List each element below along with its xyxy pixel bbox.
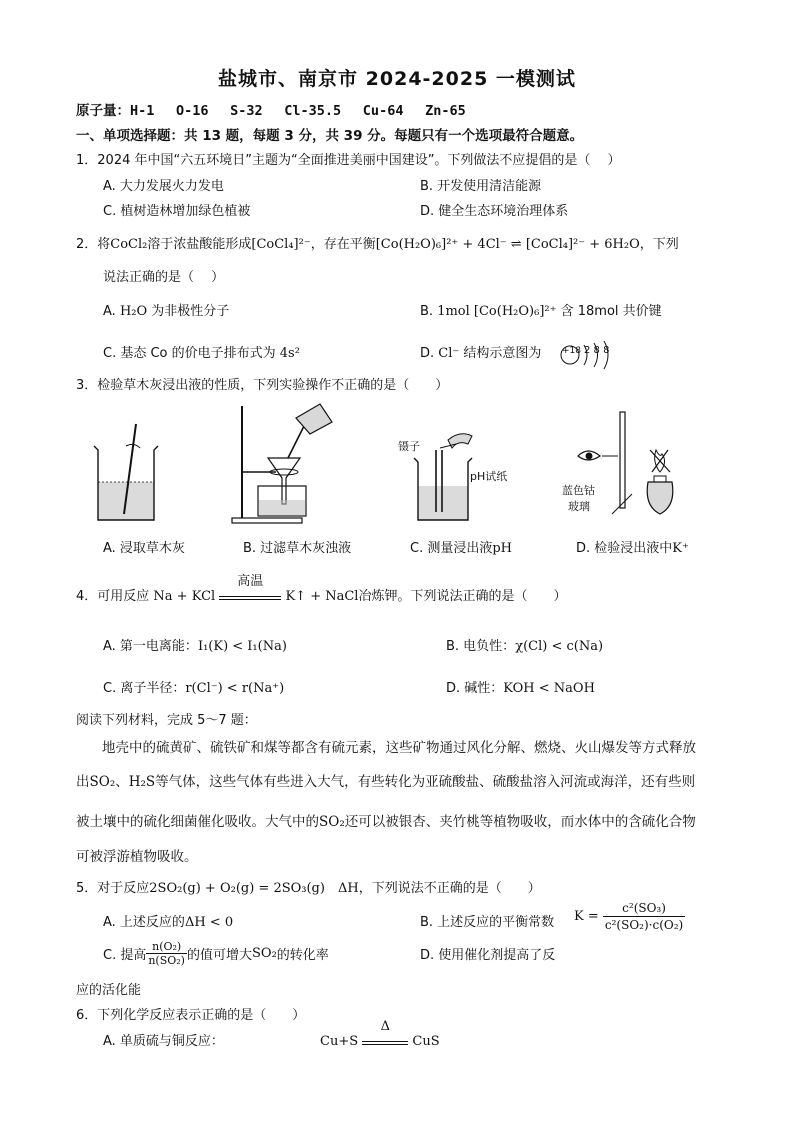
label-cobalt-glass-1: 蓝色钴	[562, 484, 595, 497]
figure-b-filtration-setup	[228, 400, 338, 525]
q2-option-c	[103, 345, 300, 363]
q1-option-d: D. 健全生态环境治理体系	[420, 204, 569, 219]
figure-d-flame-test	[572, 410, 692, 525]
q5-stem-post: ，下列说法不正确的是（ ）	[358, 881, 541, 896]
q2-b-formula: 1mol [Co(H₂O)₆]²⁺	[437, 304, 557, 319]
q5-a-formula: ΔH < 0	[184, 915, 234, 930]
q2-d-text: 结构示意图为	[463, 346, 542, 361]
q2-cocl2: CoCl₂	[110, 237, 148, 252]
q4-option-d	[446, 680, 595, 698]
cl-nucleus-charge: +18	[562, 346, 581, 356]
q6-a-equation	[320, 1019, 440, 1051]
q5-b-numerator: c²(SO₃)	[603, 900, 685, 917]
page-title: 盐城市、南京市 2024-2025 一模测试	[218, 68, 576, 90]
q3-c-formula: pH	[492, 541, 513, 556]
q5-a-text: A. 上述反应的	[103, 915, 185, 930]
q1-option-a: A. 大力发展火力发电	[103, 179, 224, 194]
section-heading: 一、单项选择题：共 13 题，每题 3 分，共 39 分。每题只有一个选项最符合题意。	[76, 128, 584, 144]
q2-stem-d: ，下列	[639, 237, 679, 252]
q5-c-pre: C. 提高	[103, 948, 147, 963]
q5-b-fraction	[603, 900, 685, 933]
q4-a-formula: I₁(K) < I₁(Na)	[197, 639, 287, 654]
q4-c-text: C. 离子半径：	[103, 681, 186, 696]
q3-option-a: A. 浸取草木灰	[103, 541, 185, 556]
q5-stem-pre: 5．对于反应	[76, 881, 150, 896]
q5-c-fraction	[146, 940, 187, 967]
q5-option-d: D. 使用催化剂提高了反	[420, 948, 556, 963]
q4-a-text: A. 第一电离能：	[103, 639, 198, 654]
q2-option-b	[420, 303, 662, 321]
q5-c-denominator: n(SO₂)	[148, 954, 185, 967]
q2-option-a	[103, 303, 229, 321]
q6-a-reactants: Cu+S	[320, 1034, 359, 1049]
q4-products: K↑ + NaCl	[285, 589, 359, 604]
q5-option-d-cont: 应的活化能	[76, 983, 142, 998]
q3-option-c	[410, 537, 512, 556]
q4-d-formula: KOH < NaOH	[503, 681, 595, 696]
reading-line-2	[76, 773, 720, 791]
reading-line-4: 可被浮游植物吸收。	[76, 849, 198, 865]
reading-line-2-a: 出	[76, 774, 90, 790]
q3-d-formula: K⁺	[672, 541, 689, 556]
q3-c-text: C. 测量浸出液	[410, 541, 493, 556]
q4-option-b	[446, 638, 603, 656]
q4-stem	[76, 574, 567, 606]
reading-line-3-a: 被土壤中的硫化细菌催化吸收。大气中的	[76, 814, 319, 830]
q2-stem-a: 2．将	[76, 237, 111, 252]
q2-b-label: B.	[420, 304, 434, 319]
q5-b-equilibrium-constant	[574, 900, 685, 933]
q1-option-b: B. 开发使用清洁能源	[420, 179, 542, 194]
q2-d-label: D.	[420, 346, 435, 361]
q2-b-text: 含 18mol 共价键	[560, 304, 662, 319]
q5-option-a	[103, 914, 233, 932]
q2-a-formula: H₂O	[119, 304, 148, 319]
q2-d-formula: Cl⁻	[438, 346, 460, 361]
q2-a-label: A.	[103, 304, 116, 319]
q2-equilibrium: [Co(H₂O)₆]²⁺ + 4Cl⁻ ⇌ [CoCl₄]²⁻ + 6H₂O	[375, 237, 640, 252]
q2-c-formula: 4s²	[279, 346, 300, 361]
q5-b-denominator: c²(SO₂)·c(O₂)	[604, 918, 684, 932]
q6-option-a: A. 单质硫与铜反应：	[103, 1034, 224, 1049]
reading-line-3	[76, 813, 720, 831]
q1-stem: 1．2024 年中国“六五环境日”主题为“全面推进美丽中国建设”。下列做法不应提倡的是（ ）	[76, 153, 621, 168]
q5-option-b	[420, 914, 554, 932]
q5-reaction: 2SO₂(g) + O₂(g) = 2SO₃(g) ΔH	[149, 881, 359, 896]
q2-c-text: C. 基态 Co 的价电子排布式为	[103, 346, 276, 361]
q6-a-equals-sign	[362, 1019, 408, 1045]
q4-c-formula: r(Cl⁻) < r(Na⁺)	[185, 681, 285, 696]
atomic-masses: 原子量：H-1 O-16 S-32 Cl-35.5 Cu-64 Zn-65	[76, 103, 466, 119]
q3-stem: 3．检验草木灰浸出液的性质，下列实验操作不正确的是（ ）	[76, 378, 449, 393]
q4-num: 4．可用反应	[76, 589, 150, 604]
q4-d-text: D. 碱性：	[446, 681, 504, 696]
q5-b-k: K =	[574, 909, 599, 924]
label-ph-paper: pH试纸	[470, 470, 508, 483]
q4-condition: 高温	[237, 574, 264, 589]
q2-stem-b: 溶于浓盐酸能形成	[147, 237, 252, 252]
q4-option-a	[103, 638, 287, 656]
q4-option-c	[103, 680, 284, 698]
q4-b-text: B. 电负性：	[446, 639, 516, 654]
q2-option-d	[420, 345, 541, 363]
q5-stem	[76, 880, 541, 898]
reading-line-1: 地壳中的硫黄矿、硫铁矿和煤等都含有硫元素，这些矿物通过风化分解、燃烧、火山爆发等方式释放	[102, 740, 696, 756]
cl-electron-shells: 2 8 8	[584, 345, 610, 356]
q5-b-text: B. 上述反应的平衡常数	[420, 915, 555, 930]
q5-option-c	[103, 940, 329, 967]
q3-option-b: B. 过滤草木灰浊液	[243, 541, 352, 556]
q5-c-numerator: n(O₂)	[146, 940, 187, 954]
q5-c-end: 的转化率	[276, 948, 329, 963]
q2-a-text: 为非极性分子	[151, 304, 230, 319]
q2-stem-c: ，存在平衡	[310, 237, 376, 252]
q2-stem-line2: 说法正确的是（ ）	[103, 270, 225, 285]
q5-c-formula: SO₂	[252, 946, 277, 961]
label-cobalt-glass-2: 玻璃	[568, 500, 590, 513]
q4-stem-text: 冶炼钾。下列说法正确的是（ ）	[358, 589, 567, 604]
q6-stem: 6．下列化学反应表示正确的是（ ）	[76, 1008, 306, 1023]
q4-equals-sign	[219, 574, 281, 600]
q6-a-condition: Δ	[380, 1019, 390, 1034]
reading-line-3-formula: SO₂	[319, 814, 345, 830]
q2-stem	[76, 236, 679, 254]
q3-option-d	[576, 537, 689, 556]
q1-option-c: C. 植树造林增加绿色植被	[103, 204, 251, 219]
q4-reactants: Na + KCl	[153, 589, 216, 604]
reading-line-3-b: 还可以被银杏、夹竹桃等植物吸收，而水体中的含硫化合物	[344, 814, 696, 830]
q4-b-formula: χ(Cl) < c(Na)	[515, 639, 604, 654]
q2-complex: [CoCl₄]²⁻	[251, 237, 311, 252]
reading-intro: 阅读下列材料，完成 5～7 题：	[76, 713, 257, 728]
reading-line-2-b: 等气体，这些气体有些进入大气，有些转化为亚硫酸盐、硫酸盐溶入河流或海洋，还有些则	[155, 774, 696, 790]
figure-a-leaching-beaker	[90, 420, 170, 525]
label-tweezers: 镊子	[398, 440, 420, 453]
q6-a-products: CuS	[412, 1034, 440, 1049]
q5-c-post: 的值可增大	[186, 948, 252, 963]
q3-d-text: D. 检验浸出液中	[576, 541, 673, 556]
reading-line-2-formula: SO₂、H₂S	[89, 774, 156, 790]
